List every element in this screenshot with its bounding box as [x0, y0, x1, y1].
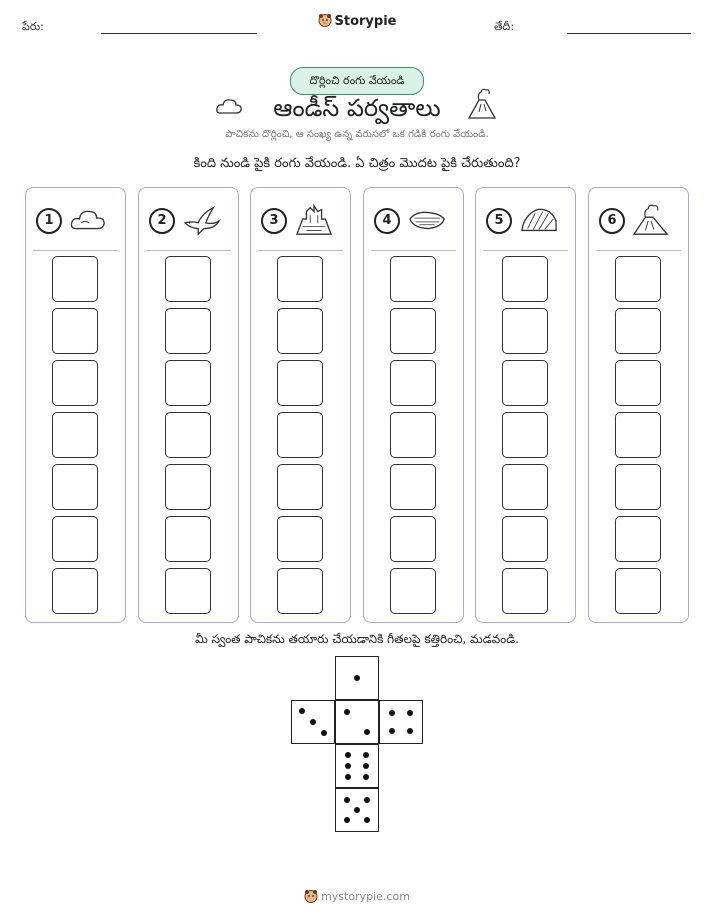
- column-number: 2: [149, 208, 175, 234]
- color-box[interactable]: [277, 516, 323, 562]
- color-box[interactable]: [52, 516, 98, 562]
- color-box[interactable]: [615, 360, 661, 406]
- pip: [363, 763, 369, 769]
- color-box[interactable]: [615, 464, 661, 510]
- column-divider: [596, 250, 681, 251]
- color-box[interactable]: [502, 308, 548, 354]
- color-box[interactable]: [165, 412, 211, 458]
- storypie-logo-icon: [318, 13, 332, 27]
- column-6: [588, 187, 689, 623]
- name-line: [101, 33, 257, 34]
- page-title: ఆండీస్ పర్వతాలు: [273, 94, 441, 122]
- color-box[interactable]: [615, 516, 661, 562]
- color-box[interactable]: [165, 360, 211, 406]
- pip: [345, 774, 351, 780]
- color-box[interactable]: [277, 256, 323, 302]
- question: కింది నుండి పైకి రంగు వేయండి. ఏ చిత్రం మొదట పైకి చేరుతుంది?: [193, 156, 521, 171]
- pip: [321, 730, 327, 736]
- brand-logo: [0, 13, 714, 29]
- dice-face-6: [335, 744, 379, 788]
- color-box[interactable]: [165, 516, 211, 562]
- footer: [0, 889, 714, 903]
- color-box[interactable]: [502, 412, 548, 458]
- dice-face-5: [335, 788, 379, 832]
- volcano-icon: [467, 86, 497, 120]
- color-box[interactable]: [52, 464, 98, 510]
- pip: [389, 710, 395, 716]
- pip: [364, 817, 370, 823]
- storypie-logo-icon: [304, 889, 318, 903]
- column-number: 5: [486, 208, 512, 234]
- column-3: [250, 187, 351, 623]
- color-box[interactable]: [615, 308, 661, 354]
- color-box[interactable]: [165, 464, 211, 510]
- dice-face-2: [335, 700, 379, 744]
- pip: [364, 729, 370, 735]
- color-box[interactable]: [390, 412, 436, 458]
- column-header: [370, 202, 458, 238]
- name-label: పేరు:: [22, 20, 44, 33]
- color-box[interactable]: [165, 308, 211, 354]
- pip: [310, 719, 316, 725]
- column-header: [32, 202, 120, 238]
- color-box[interactable]: [52, 568, 98, 614]
- color-box[interactable]: [502, 568, 548, 614]
- column-divider: [371, 250, 456, 251]
- column-header: [482, 202, 570, 238]
- color-box[interactable]: [390, 516, 436, 562]
- column-header: [257, 202, 345, 238]
- color-box[interactable]: [390, 568, 436, 614]
- date-label: తేదీ:: [494, 20, 515, 33]
- column-number: 3: [261, 208, 287, 234]
- pip: [354, 675, 360, 681]
- color-box[interactable]: [615, 256, 661, 302]
- cut-instructions: మీ స్వంత పాచికను తయారు చేయడానికి గీతలపై కత్తిరించి, మడవండి.: [195, 632, 519, 646]
- date-line: [567, 33, 691, 34]
- pip: [344, 709, 350, 715]
- pip: [299, 708, 305, 714]
- color-box[interactable]: [615, 412, 661, 458]
- column-number: 6: [599, 208, 625, 234]
- color-box[interactable]: [277, 308, 323, 354]
- color-box[interactable]: [502, 464, 548, 510]
- color-box[interactable]: [277, 464, 323, 510]
- pip: [389, 728, 395, 734]
- color-box[interactable]: [390, 308, 436, 354]
- color-box[interactable]: [277, 360, 323, 406]
- color-box[interactable]: [277, 412, 323, 458]
- column-divider: [146, 250, 231, 251]
- color-box[interactable]: [165, 256, 211, 302]
- column-5: [475, 187, 576, 623]
- color-box[interactable]: [502, 516, 548, 562]
- color-box[interactable]: [502, 360, 548, 406]
- column-2: [138, 187, 239, 623]
- dice-face-3: [291, 700, 335, 744]
- color-box[interactable]: [390, 256, 436, 302]
- column-divider: [258, 250, 343, 251]
- activity-pill: దొర్లించి రంగు వేయండి: [290, 67, 424, 95]
- column-divider: [483, 250, 568, 251]
- column-1: [25, 187, 126, 623]
- volcano-icon: [631, 202, 673, 238]
- column-header: [145, 202, 233, 238]
- pip: [363, 752, 369, 758]
- column-header: [595, 202, 683, 238]
- color-box[interactable]: [52, 256, 98, 302]
- pip: [344, 797, 350, 803]
- pip: [345, 763, 351, 769]
- pip: [344, 817, 350, 823]
- color-box[interactable]: [390, 464, 436, 510]
- dice-face-4: [379, 700, 423, 744]
- dice-face-1: [335, 656, 379, 700]
- bird-icon: [181, 202, 223, 238]
- pip: [364, 797, 370, 803]
- castle-mountain-icon: [293, 202, 335, 238]
- stone-slab-icon: [406, 202, 448, 238]
- pip: [354, 807, 360, 813]
- pip: [345, 752, 351, 758]
- column-number: 1: [36, 208, 62, 234]
- column-divider: [33, 250, 118, 251]
- color-box[interactable]: [52, 308, 98, 354]
- color-box[interactable]: [277, 568, 323, 614]
- brand-name: Storypie: [334, 14, 397, 29]
- pip: [407, 728, 413, 734]
- pip: [407, 710, 413, 716]
- color-box[interactable]: [502, 256, 548, 302]
- color-box[interactable]: [165, 568, 211, 614]
- color-box[interactable]: [52, 412, 98, 458]
- instructions: పాచికను దొర్లించి, ఆ సంఖ్య ఉన్న వరుసలో ఒక గడికి రంగు వేయండి.: [225, 129, 489, 140]
- footer-url: mystorypie.com: [321, 890, 410, 903]
- pip: [363, 774, 369, 780]
- column-number: 4: [374, 208, 400, 234]
- color-box[interactable]: [615, 568, 661, 614]
- color-box[interactable]: [390, 360, 436, 406]
- cloud-icon: [68, 202, 110, 238]
- rock-icon: [518, 202, 560, 238]
- color-box[interactable]: [52, 360, 98, 406]
- column-4: [363, 187, 464, 623]
